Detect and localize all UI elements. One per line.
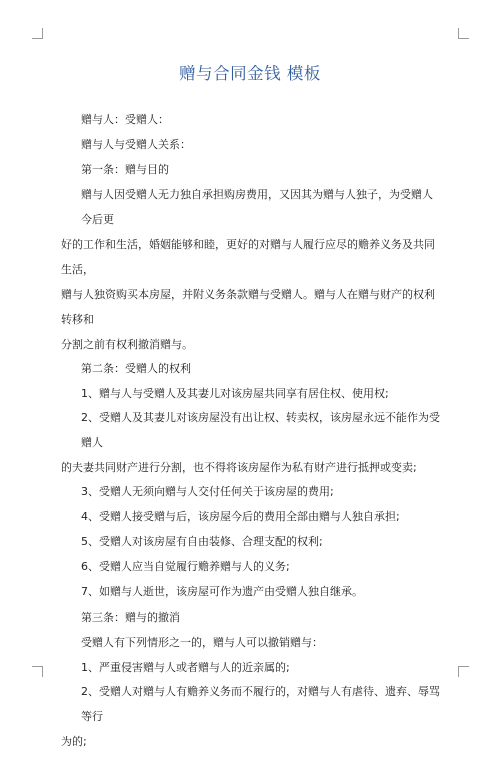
right-item-2-line: 的夫妻共同财产进行分割，也不得将该房屋作为私有财产进行抵押或变卖; — [61, 461, 417, 475]
page-corner-mark-top-right — [458, 28, 469, 39]
purpose-line: 赠与人因受赠人无力独自承担购房费用，又因其为赠与人独子，为受赠人今后更 — [81, 187, 433, 226]
purpose-line: 好的工作和生活，婚姻能够和睦，更好的对赠与人履行应尽的赡养义务及共同生活， — [61, 237, 435, 276]
parties-line: 赠与人：受赠人： — [81, 113, 169, 126]
revoke-intro: 受赠人有下列情形之一的，赠与人可以撤销赠与： — [81, 635, 323, 649]
purpose-paragraph — [61, 182, 441, 357]
document-body — [61, 113, 441, 759]
right-item-2-line: 2、受赠人及其妻儿对该房屋没有出让权、转卖权，该房屋永远不能作为受赠人 — [81, 411, 440, 450]
article3-heading: 第三条：赠与的撤消 — [81, 610, 180, 624]
relationship-line: 赠与人与受赠人关系： — [81, 138, 191, 152]
article1-heading: 第一条：赠与目的 — [81, 163, 169, 177]
right-item-7: 7、如赠与人逝世，该房屋可作为遗产由受赠人独自继承。 — [81, 585, 363, 599]
purpose-line: 赠与人独资购买本房屋，并附义务条款赠与受赠人。赠与人在赠与财产的权利转移和 — [61, 287, 435, 326]
revoke-item-1: 1、严重侵害赠与人或者赠与人的近亲属的; — [81, 660, 290, 674]
right-item-3: 3、受赠人无须向赠与人交付任何关于该房屋的费用; — [81, 485, 334, 499]
page-corner-mark-bottom-left — [32, 666, 43, 677]
purpose-line: 分割之前有权利撤消赠与。 — [61, 337, 193, 351]
right-item-5: 5、受赠人对该房屋有自由装修、合理支配的权利; — [81, 535, 323, 549]
right-item-2 — [61, 405, 441, 480]
revoke-item-2-line: 为的; — [61, 735, 87, 749]
right-item-1: 1、赠与人与受赠人及其妻儿对该房屋共同享有居住权、使用权; — [81, 386, 389, 400]
document-title: 赠与合同金钱 模板 — [179, 64, 321, 83]
page-corner-mark-bottom-right — [458, 666, 469, 677]
page-corner-mark-top-left — [32, 28, 43, 39]
right-item-6: 6、受赠人应当自觉履行赡养赠与人的义务; — [81, 560, 290, 574]
revoke-item-2-line: 2、受赠人对赠与人有赡养义务而不履行的，对赠与人有虐待、遗弃、辱骂等行 — [81, 685, 440, 724]
revoke-item-2 — [61, 679, 441, 754]
right-item-4: 4、受赠人接受赠与后，该房屋今后的费用全部由赠与人独自承担; — [81, 510, 400, 524]
article2-heading: 第二条：受赠人的权利 — [81, 361, 191, 375]
